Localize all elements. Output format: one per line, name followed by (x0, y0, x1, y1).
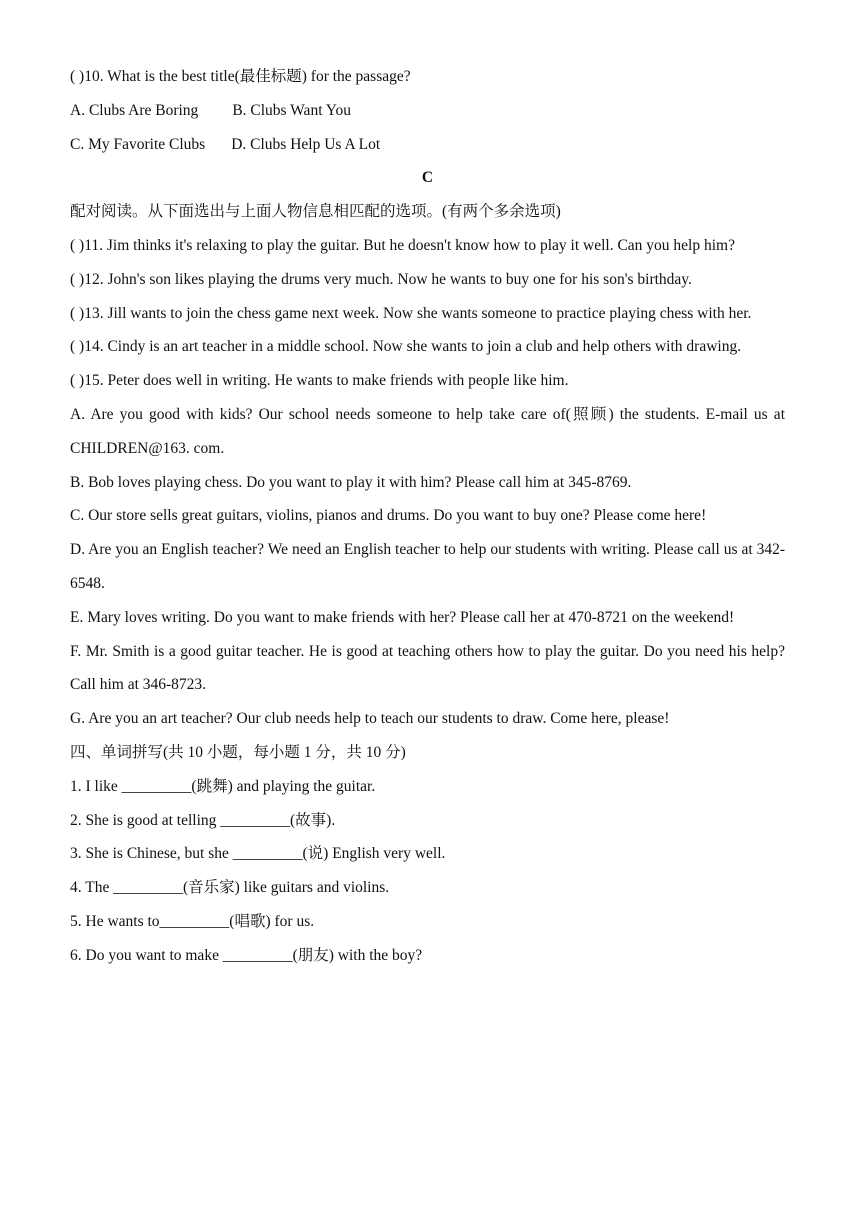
option-b: B. Clubs Want You (232, 101, 351, 119)
question-12: ( )12. John's son likes playing the drums very much. Now he wants to buy one for his son's birthday. (70, 270, 692, 288)
match-option-e: E. Mary loves writing. Do you want to make friends with her? Please call her at 470-8721 on the weekend! (70, 608, 735, 626)
option-a: A. Clubs Are Boring (70, 101, 199, 119)
match-option-c: C. Our store sells great guitars, violins, pianos and drums. Do you want to buy one? Please come here! (70, 507, 707, 525)
question-11: ( )11. Jim thinks it's relaxing to play the guitar. But he doesn't know how to play it well. Can you help him? (70, 236, 735, 254)
match-option-b: B. Bob loves playing chess. Do you want to play it with him? Please call him at 345-8769. (70, 473, 632, 491)
spelling-item-5: 5. He wants to_________(唱歌) for us. (70, 912, 315, 930)
spelling-item-3: 3. She is Chinese, but she _________(说) English very well. (70, 845, 446, 863)
question-10-options-row2 (70, 128, 785, 162)
section-c-instruction: 配对阅读。从下面选出与上面人物信息相匹配的选项。(有两个多余选项) (70, 203, 561, 221)
match-option-g: G. Are you an art teacher? Our club needs help to teach our students to draw. Come here, please! (70, 710, 670, 728)
spelling-item-2: 2. She is good at telling _________(故事). (70, 811, 336, 829)
option-d: D. Clubs Help Us A Lot (231, 135, 381, 153)
question-13: ( )13. Jill wants to join the chess game next week. Now she wants someone to practice playing chess with her. (70, 304, 752, 322)
question-10-options-row1 (70, 94, 785, 128)
question-14: ( )14. Cindy is an art teacher in a middle school. Now she wants to join a club and help others with drawing. (70, 338, 742, 356)
match-option-a: A. Are you good with kids? Our school needs someone to help take care of(照顾) the students. E-mail us at CHILDREN@163. com. (70, 405, 785, 457)
question-10-stem: ( )10. What is the best title(最佳标题) for the passage? (70, 68, 411, 85)
spelling-item-6: 6. Do you want to make _________(朋友) with the boy? (70, 946, 423, 964)
option-c: C. My Favorite Clubs (70, 135, 206, 153)
worksheet-page (70, 60, 785, 973)
question-15: ( )15. Peter does well in writing. He wants to make friends with people like him. (70, 372, 569, 390)
section-4-heading: 四、单词拼写(共 10 小题，每小题 1 分，共 10 分) (70, 743, 406, 761)
spelling-item-1: 1. I like _________(跳舞) and playing the guitar. (70, 777, 376, 795)
section-c-heading: C (421, 169, 434, 187)
spelling-item-4: 4. The _________(音乐家) like guitars and violins. (70, 879, 390, 897)
match-option-f: F. Mr. Smith is a good guitar teacher. He is good at teaching others how to play the guitar. Do you need his help? Call him at 346-8723. (70, 642, 785, 694)
match-option-d: D. Are you an English teacher? We need an English teacher to help our students with writing. Please call us at 342-6548. (70, 541, 785, 592)
